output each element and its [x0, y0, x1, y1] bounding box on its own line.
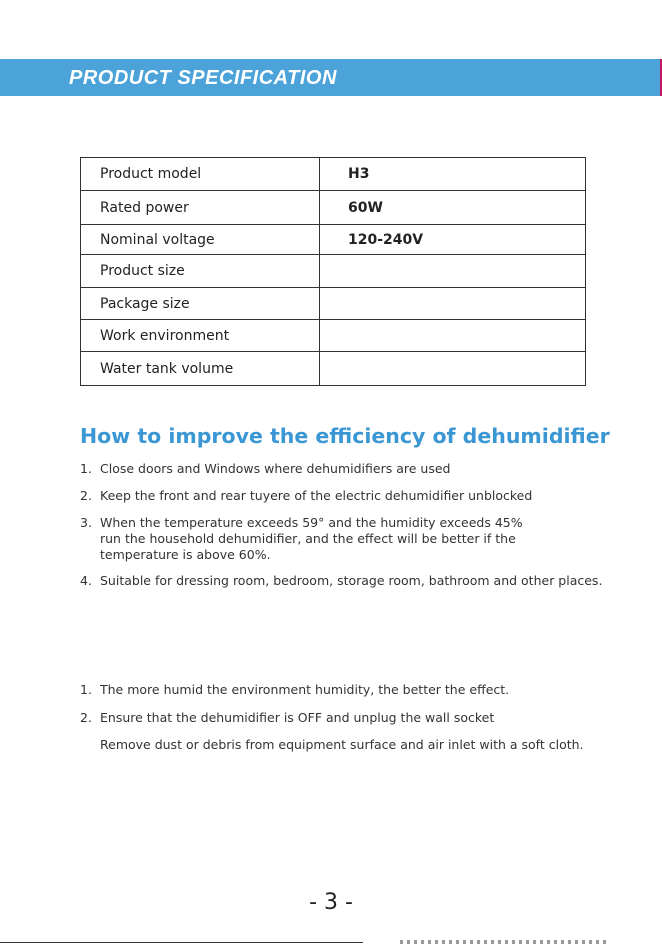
spec-value — [320, 320, 586, 352]
list-item-text: When the temperature exceeds 59° and the humidity exceeds 45% run the household dehumidifier, and the effect will be better if the temperature is above 60%. — [100, 515, 523, 562]
page-title: PRODUCT SPECIFICATION — [69, 67, 337, 89]
spec-value — [320, 288, 586, 320]
footer-faint-text — [400, 940, 610, 944]
note-extra-text: Remove dust or debris from equipment surface and air inlet with a soft cloth. — [100, 737, 584, 752]
table-row — [81, 225, 586, 255]
spec-label: Product model — [81, 158, 320, 191]
table-row — [81, 191, 586, 225]
list-item-text: The more humid the environment humidity, the better the effect. — [100, 682, 510, 697]
section-banner — [0, 59, 662, 96]
table-row — [81, 255, 586, 288]
spec-value: 120-240V — [320, 225, 586, 255]
list-item-number: 1. — [80, 461, 92, 476]
efficiency-heading: How to improve the efficiency of dehumidifier — [80, 424, 610, 448]
page-number: - 3 - — [309, 890, 353, 915]
list-item — [80, 710, 640, 726]
list-item-number: 1. — [80, 682, 92, 697]
spec-value — [320, 352, 586, 386]
list-item-text: Suitable for dressing room, bedroom, storage room, bathroom and other places. — [100, 573, 603, 588]
spec-label: Rated power — [81, 191, 320, 225]
notes-list — [80, 682, 640, 726]
spec-label: Water tank volume — [81, 352, 320, 386]
table-row — [81, 288, 586, 320]
list-item-text: Keep the front and rear tuyere of the electric dehumidifier unblocked — [100, 488, 533, 503]
spec-label: Package size — [81, 288, 320, 320]
footer-divider — [0, 942, 363, 943]
list-item-number: 4. — [80, 573, 92, 588]
list-item-number: 2. — [80, 710, 92, 725]
spec-value: H3 — [320, 158, 586, 191]
list-item-number: 3. — [80, 515, 92, 530]
list-item — [80, 488, 640, 504]
list-item-text: Ensure that the dehumidifier is OFF and unplug the wall socket — [100, 710, 495, 725]
list-item — [80, 461, 640, 477]
specification-table — [80, 157, 586, 386]
list-item — [80, 515, 530, 563]
table-row — [81, 352, 586, 386]
spec-label: Product size — [81, 255, 320, 288]
list-item-text: Close doors and Windows where dehumidifiers are used — [100, 461, 451, 476]
efficiency-tips-list — [80, 461, 640, 589]
table-row — [81, 320, 586, 352]
list-item — [80, 573, 640, 589]
spec-label: Nominal voltage — [81, 225, 320, 255]
spec-value: 60W — [320, 191, 586, 225]
spec-value — [320, 255, 586, 288]
table-row — [81, 158, 586, 191]
spec-label: Work environment — [81, 320, 320, 352]
list-item-number: 2. — [80, 488, 92, 503]
list-item — [80, 682, 640, 698]
